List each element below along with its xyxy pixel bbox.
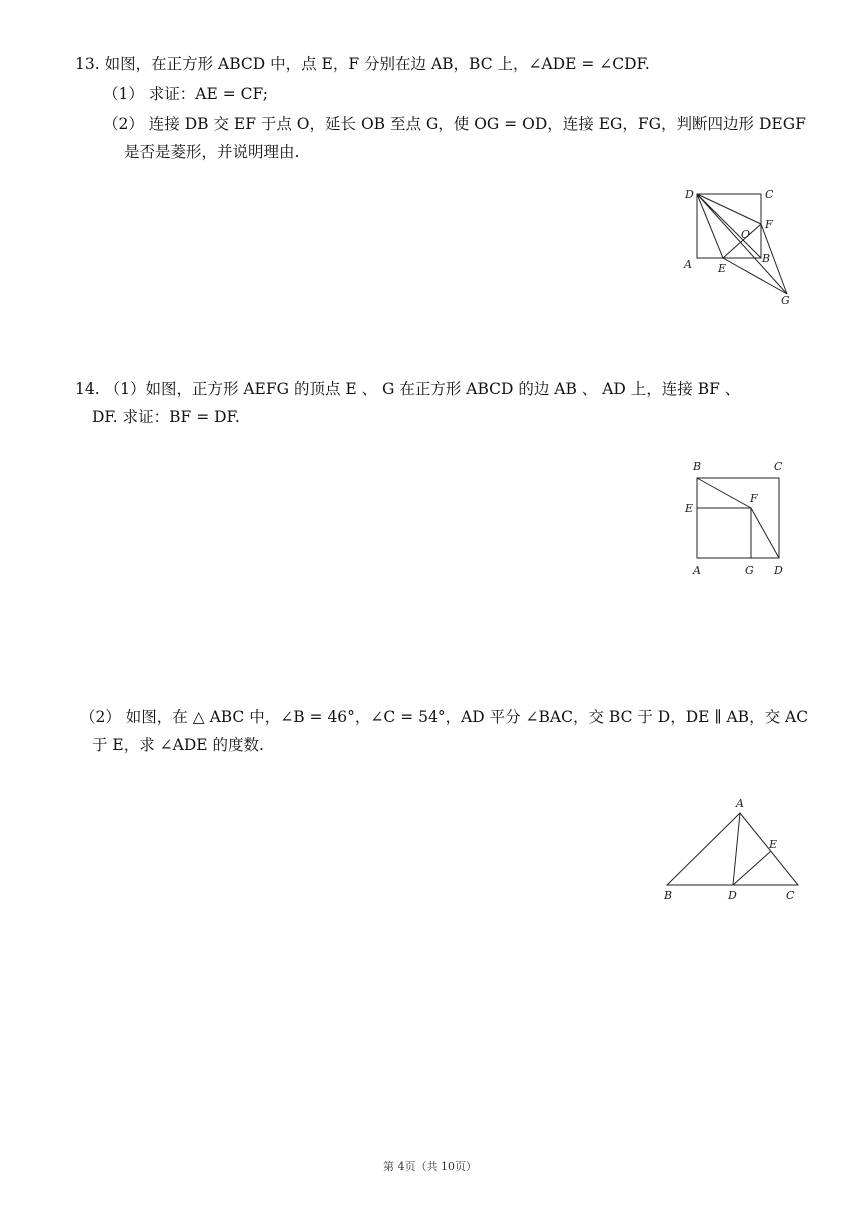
q13-label-D: D xyxy=(685,188,694,201)
q14-part2-line2: 于 E，求 ∠ADE 的度数. xyxy=(92,736,264,754)
q13-label-E: E xyxy=(718,262,727,275)
q14b-label-A: A xyxy=(736,797,744,810)
q14b-label-D: D xyxy=(728,889,737,902)
q14-part1-line1: 14. （1）如图，正方形 AEFG 的顶点 E 、 G 在正方形 ABCD 的边 AB 、 AD 上，连接 BF 、 xyxy=(75,380,741,398)
q14-figure1 xyxy=(680,458,790,580)
q13-part1: （1） 求证：AE = CF; xyxy=(103,85,268,103)
q14a-label-F: F xyxy=(750,492,758,505)
q14a-label-D: D xyxy=(774,564,783,577)
q13-label-C: C xyxy=(765,188,774,201)
q14-part2-line1: （2） 如图，在 △ ABC 中，∠B = 46°，∠C = 54°，AD 平分 ∠BAC，交 BC 于 D，DE ∥ AB，交 AC xyxy=(80,708,809,726)
q14b-label-B: B xyxy=(664,889,673,902)
q14a-label-C: C xyxy=(774,460,783,473)
q14b-label-E: E xyxy=(769,838,778,851)
q13-part2-line2: 是否是菱形，并说明理由. xyxy=(124,143,300,161)
q13-label-O: O xyxy=(741,228,751,241)
q14b-label-C: C xyxy=(786,889,795,902)
q13-label-A: A xyxy=(684,258,692,271)
q14a-label-G: G xyxy=(745,564,754,577)
q13-stem: 13. 如图，在正方形 ABCD 中，点 E，F 分别在边 AB，BC 上，∠ADE = ∠CDF. xyxy=(75,55,650,73)
q13-label-F: F xyxy=(765,218,773,231)
q14-figure2 xyxy=(655,793,805,908)
q13-label-G: G xyxy=(781,294,790,307)
q13-part2-line1: （2） 连接 DB 交 EF 于点 O，延长 OB 至点 G，使 OG = OD，连接 EG，FG，判断四边形 DEGF xyxy=(103,115,806,133)
q13-figure xyxy=(675,182,805,307)
q14a-label-A: A xyxy=(693,564,701,577)
page-footer: 第 4页（共 10页） xyxy=(383,1160,477,1173)
q13-label-B: B xyxy=(762,252,771,265)
q14a-label-E: E xyxy=(685,502,694,515)
q14a-label-B: B xyxy=(693,460,702,473)
q14-part1-line2: DF. 求证：BF = DF. xyxy=(92,408,240,426)
